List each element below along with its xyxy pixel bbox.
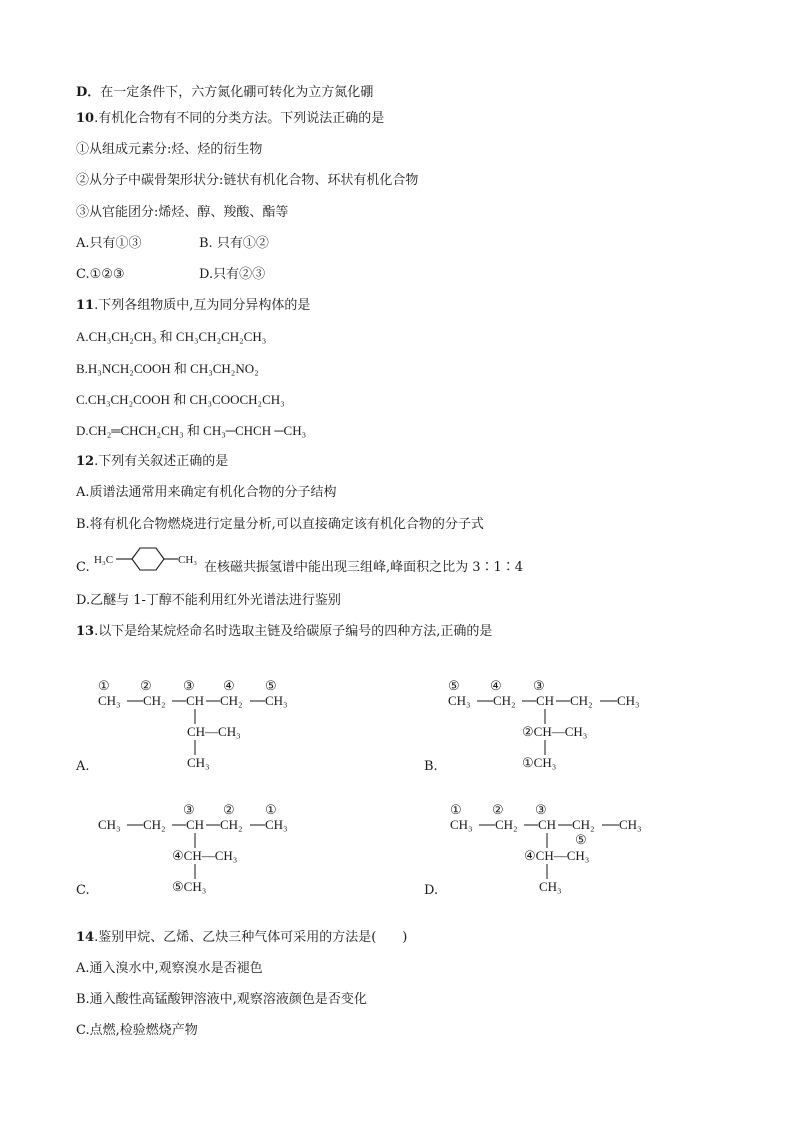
q12-option-b: B.将有机化合物燃烧进行定量分析,可以直接确定该有机化合物的分子式 [76, 517, 484, 532]
num-5: ⑤ [575, 832, 587, 847]
q14-option-c: C.点燃,检验燃烧产物 [76, 1023, 198, 1038]
structure-c [95, 800, 315, 900]
q13-label-b: B. [424, 759, 438, 774]
ch-ch3-group: ④CH—CH₃ [172, 848, 238, 863]
question-number: 12 [76, 454, 95, 469]
q10-stem [76, 110, 384, 128]
question-text: .下列有关叙述正确的是 [94, 454, 229, 469]
ch2-group: CH₂ [572, 817, 595, 832]
q10-item-2: ②从分子中碳骨架形状分:链状有机化合物、环状有机化合物 [76, 173, 419, 188]
q11-option-a: A.CH₃CH₂CH₃ 和 CH₃CH₂CH₂CH₃ [76, 329, 267, 344]
q14-option-b: B.通入酸性高锰酸钾溶液中,观察溶液颜色是否变化 [76, 992, 367, 1007]
q12-option-c-label: C. [76, 560, 90, 575]
methyl-left: H₃C [94, 554, 114, 566]
num-5: ⑤ [448, 678, 460, 693]
ch3-group: CH₃ [265, 817, 288, 832]
methyl-right: CH₃ [178, 554, 198, 566]
ch-ch3-group: CH—CH₃ [187, 724, 241, 739]
ch3-group: CH₃ [448, 693, 471, 708]
q9-option-d [76, 84, 373, 102]
cyclohexane-structure [92, 546, 204, 590]
ch-ch3-group: ④CH—CH₃ [524, 848, 590, 863]
structure-d [447, 800, 677, 900]
q13-stem [76, 623, 492, 641]
num-3: ③ [183, 678, 195, 693]
ch2-group: CH₂ [493, 693, 516, 708]
q10-option-c: C.①②③ [76, 267, 125, 282]
q12-option-d: D.乙醚与 1-丁醇不能利用红外光谱法进行鉴别 [76, 593, 341, 608]
ch2-group: CH₂ [220, 817, 243, 832]
q11-stem [76, 297, 310, 315]
ch-group: CH [538, 817, 557, 832]
num-1: ① [98, 678, 110, 693]
num-3: ③ [533, 678, 545, 693]
ch2-group: CH₂ [143, 817, 166, 832]
ch-ch3-group: ②CH—CH₃ [522, 724, 588, 739]
num-2: ② [223, 802, 235, 817]
num-3: ③ [183, 802, 195, 817]
question-number: 10 [76, 111, 95, 126]
ch-group: CH [186, 693, 205, 708]
q11-option-c: C.CH₃CH₂COOH 和 CH₃COOCH₂CH₃ [76, 392, 285, 407]
q12-stem [76, 453, 228, 471]
ch-group: CH [536, 693, 555, 708]
ch3-group: CH₃ [98, 817, 121, 832]
ch2-group: CH₂ [495, 817, 518, 832]
q10-option-d: D.只有②③ [199, 267, 266, 282]
ch3-group: CH₃ [619, 817, 642, 832]
ch-group: CH [186, 817, 205, 832]
ch3-group: CH₃ [450, 817, 473, 832]
ch3-group: CH₃ [265, 693, 288, 708]
q13-label-c: C. [76, 883, 90, 898]
ch3-group: CH₃ [187, 755, 210, 770]
q14-option-a: A.通入溴水中,观察溴水是否褪色 [76, 961, 263, 976]
num-3: ③ [535, 802, 547, 817]
ch2-group: CH₂ [143, 693, 166, 708]
num-2: ② [140, 678, 152, 693]
ch2-group: CH₂ [570, 693, 593, 708]
structure-a [95, 674, 315, 774]
q12-option-a: A.质谱法通常用来确定有机化合物的分子结构 [76, 485, 337, 500]
cyclohexane-ring [132, 548, 164, 570]
num-1: ① [265, 802, 277, 817]
question-text: .有机化合物有不同的分类方法。下列说法正确的是 [94, 111, 385, 126]
ch3-group: CH₃ [539, 879, 562, 894]
question-number: 11 [76, 298, 95, 313]
q14-stem [76, 929, 407, 947]
q10-option-b: B. 只有①② [199, 236, 269, 251]
ch3-group: ⑤CH₃ [172, 879, 207, 894]
ch2-group: CH₂ [220, 693, 243, 708]
q11-option-b: B.H₃NCH₂COOH 和 CH₃CH₂NO₂ [76, 361, 259, 376]
option-text: 在一定条件下，六方氮化硼可转化为立方氮化硼 [100, 85, 374, 100]
question-number: 13 [76, 624, 95, 639]
ch3-group: CH₃ [617, 693, 640, 708]
q10-option-a: A.只有①③ [76, 236, 142, 251]
question-number: 14 [76, 930, 95, 945]
num-4: ④ [223, 678, 235, 693]
num-1: ① [450, 802, 462, 817]
num-5: ⑤ [265, 678, 277, 693]
question-text: .以下是给某烷烃命名时选取主链及给碳原子编号的四种方法,正确的是 [94, 624, 493, 639]
num-4: ④ [490, 678, 502, 693]
q11-option-d: D.CH₂═CHCH₂CH₃ 和 CH₃─CHCH ─CH₃ [76, 423, 307, 438]
q10-item-3: ③从官能团分:烯烃、醇、羧酸、酯等 [76, 205, 289, 220]
structure-b [445, 674, 675, 774]
num-2: ② [492, 802, 504, 817]
q13-label-d: D. [424, 883, 439, 898]
question-text: .鉴别甲烷、乙烯、乙炔三种气体可采用的方法是( ) [94, 930, 408, 945]
ch3-group: CH₃ [98, 693, 121, 708]
q10-item-1: ①从组成元素分:烃、烃的衍生物 [76, 142, 263, 157]
option-letter: D． [76, 85, 101, 100]
ch3-group: ①CH₃ [522, 755, 557, 770]
q12-option-c-text: 在核磁共振氢谱中能出现三组峰,峰面积之比为 3∶1∶4 [204, 560, 524, 575]
q13-label-a: A. [76, 759, 90, 774]
question-text: .下列各组物质中,互为同分异构体的是 [94, 298, 311, 313]
